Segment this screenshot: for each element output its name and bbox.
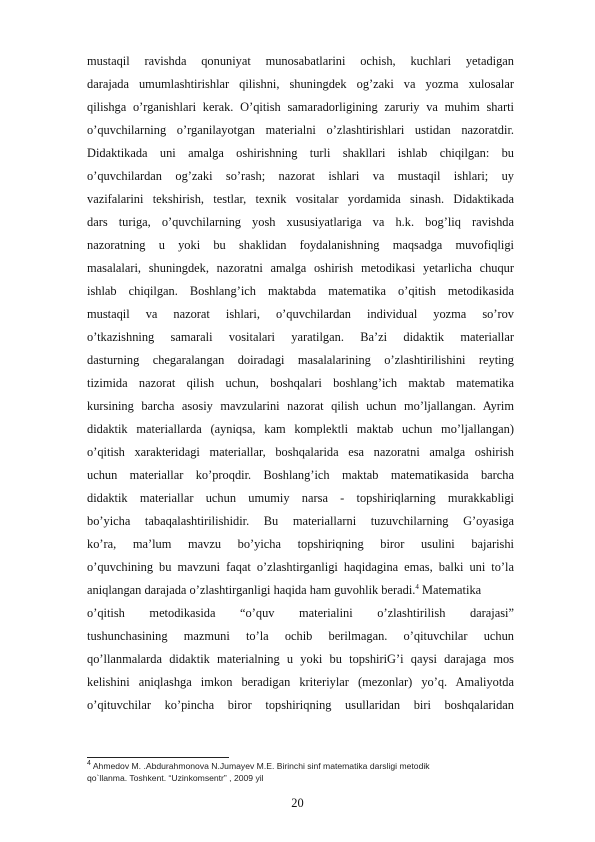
text-line: darajada umumlashtirishlar qilishni, shuningdek og’zaki va yozma xulosalar (87, 77, 514, 91)
text-line: dasturning chegaralangan doiradagi masalalarining o’zlashtirilishini reyting (87, 353, 514, 367)
text-line: o’quvchilardan og’zaki so’rash; nazorat ishlari va mustaqil ishlari; uy (87, 169, 514, 183)
footnote-separator (87, 757, 229, 758)
text-line: Didaktikada uni amalga oshirishning turli shakllari ishlab chiqilgan: bu (87, 146, 514, 160)
text-line: o’quvchining bu mavzuni faqat o’zlashtirganligi haqidagina emas, balki uni to’la (87, 560, 514, 574)
footnote-reference[interactable]: 4 (415, 582, 419, 591)
text-line: qilishga o’rganishlari kerak. O’qitish samaradorligining zaruriy va muhim sharti (87, 100, 514, 114)
text-line: nazoratning u yoki bu shaklidan foydalanishning maqsadga muvofiqligi (87, 238, 514, 252)
text-line: uchun materiallar ko’proqdir. Boshlang’ich maktab matematikasida barcha (87, 468, 514, 482)
page-number: 20 (291, 796, 304, 810)
text-line-with-footnote (87, 579, 514, 602)
text-line: tushunchasining mazmuni to’la ochib berilmagan. o’qituvchilar uchun (87, 629, 514, 643)
body-text (87, 50, 514, 717)
footnote (87, 760, 517, 784)
text-line: didaktik materiallar uchun umumiy narsa - topshiriqlarning murakkabligi (87, 491, 514, 505)
text-line: o’qitish xarakteridagi materiallar, boshqalarida esa nazoratni amalga oshirish (87, 445, 514, 459)
text-line: kursining barcha asosiy mavzularini nazorat qilish uchun mo’ljallangan. Ayrim (87, 399, 514, 413)
text-line: ishlab chiqilgan. Boshlang’ich maktabda matematika o’qitish metodikasida (87, 284, 514, 298)
text-line: ko’ra, ma’lum mavzu bo’yicha topshiriqning biror usulini bajarishi (87, 537, 514, 551)
footnote-line (87, 760, 517, 772)
text-line: o’qitish metodikasida “o’quv materialini o’zlashtirilish darajasi” (87, 606, 514, 620)
text-line: dars turiga, o’quvchilarning yosh xususiyatlariga va h.k. bog’liq ravishda (87, 215, 514, 229)
text-line: kelishini aniqlashga imkon beradigan kriteriylar (mezonlar) yo’q. Amaliyotda (87, 675, 514, 689)
text-line: vazifalarini tekshirish, testlar, texnik vositalar yordamida sinash. Didaktikada (87, 192, 514, 206)
footnote-line: qo`llanma. Toshkent. “Uzinkomsentr” , 2009 yil (87, 773, 264, 783)
footnote-marker: 4 (87, 760, 91, 768)
text-line: mustaqil va nazorat ishlari, o’quvchilardan individual yozma so’rov (87, 307, 514, 321)
text-line: didaktik materiallarda (ayniqsa, kam komplektli maktab uchun mo’ljallangan) (87, 422, 514, 436)
text-segment: Matematika (418, 583, 482, 597)
text-line: mustaqil ravishda qonuniyat munosabatlarini ochish, kuchlari yetadigan (87, 54, 514, 68)
text-line: o’qituvchilar ko’pincha biror topshiriqning usullaridan biri boshqalaridan (87, 698, 514, 712)
text-segment: aniqlangan darajada o’zlashtirganligi haqida ham guvohlik beradi. (87, 583, 416, 597)
text-line: o’quvchilarning o’rganilayotgan materialni o’zlashtirishlari ustidan nazoratdir. (87, 123, 514, 137)
text-line: bo’yicha tabaqalashtirilishidir. Bu materiallarni tuzuvchilarning G’oyasiga (87, 514, 514, 528)
text-line: qo’llanmalarda didaktik materialning u yoki bu topshiriG’i qaysi darajaga mos (87, 652, 514, 666)
text-line: masalalari, shuningdek, nazoratni amalga oshirish metodikasi yetarlicha chuqur (87, 261, 514, 275)
footnote-text: Ahmedov M. .Abdurahmonova N.Jumayev M.E. Birinchi sinf matematika darsligi metodik (92, 761, 430, 771)
text-line: o’tkazishning samarali vositalari yaratilgan. Ba’zi didaktik materiallar (87, 330, 514, 344)
text-line: tizimida nazorat qilish uchun, boshqalari boshlang’ich maktab matematika (87, 376, 514, 390)
